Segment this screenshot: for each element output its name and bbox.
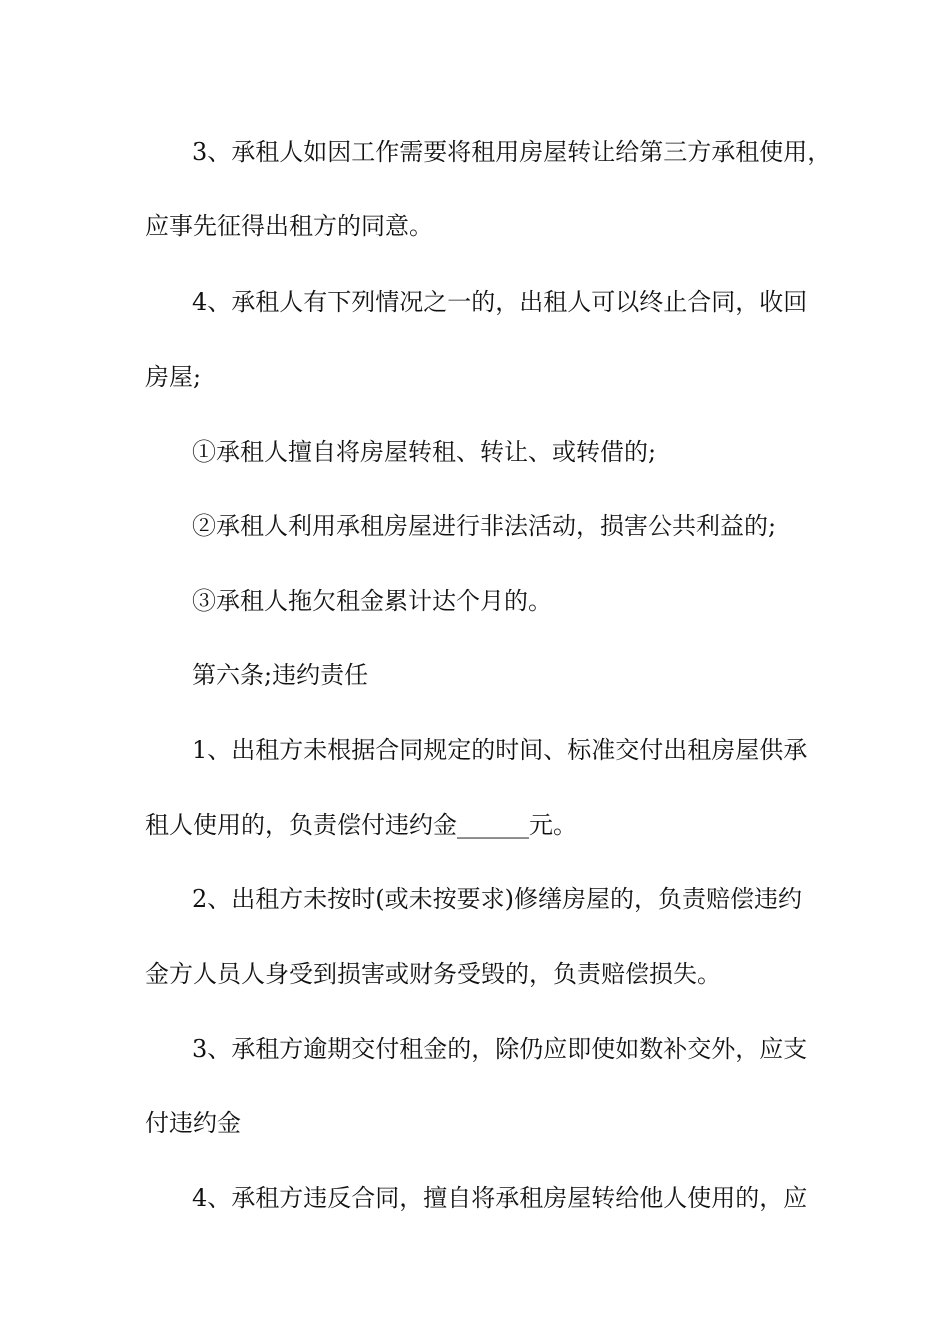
clause-5-3-line-1: 3、承租人如因工作需要将租用房屋转让给第三方承租使用， [192,138,832,166]
article-6-heading: 第六条;违约责任 [192,661,369,689]
clause-6-3-line-1: 3、承租方逾期交付租金的，除仍应即使如数补交外，应支 [192,1035,808,1063]
clause-6-1-line-1: 1、出租方未根据合同规定的时间、标准交付出租房屋供承 [192,736,808,764]
clause-6-3-line-2: 付违约金 [145,1109,241,1137]
clause-5-3-line-2: 应事先征得出租方的同意。 [145,212,433,240]
clause-5-4-line-2: 房屋; [145,363,202,391]
clause-6-2-line-2: 金方人员人身受到损害或财务受毁的，负责赔偿损失。 [145,960,721,988]
clause-6-1-line-2: 租人使用的，负责偿付违约金______元。 [145,811,577,839]
condition-item-3: ③承租人拖欠租金累计达个月的。 [192,587,552,615]
clause-5-4-line-1: 4、承租人有下列情况之一的，出租人可以终止合同，收回 [192,288,808,316]
condition-item-2: ②承租人利用承租房屋进行非法活动，损害公共利益的; [192,512,777,540]
condition-item-1: ①承租人擅自将房屋转租、转让、或转借的; [192,438,657,466]
clause-6-2-line-1: 2、出租方未按时(或未按要求)修缮房屋的，负责赔偿违约 [192,885,802,913]
clause-6-4-line-1: 4、承租方违反合同，擅自将承租房屋转给他人使用的，应 [192,1184,808,1212]
